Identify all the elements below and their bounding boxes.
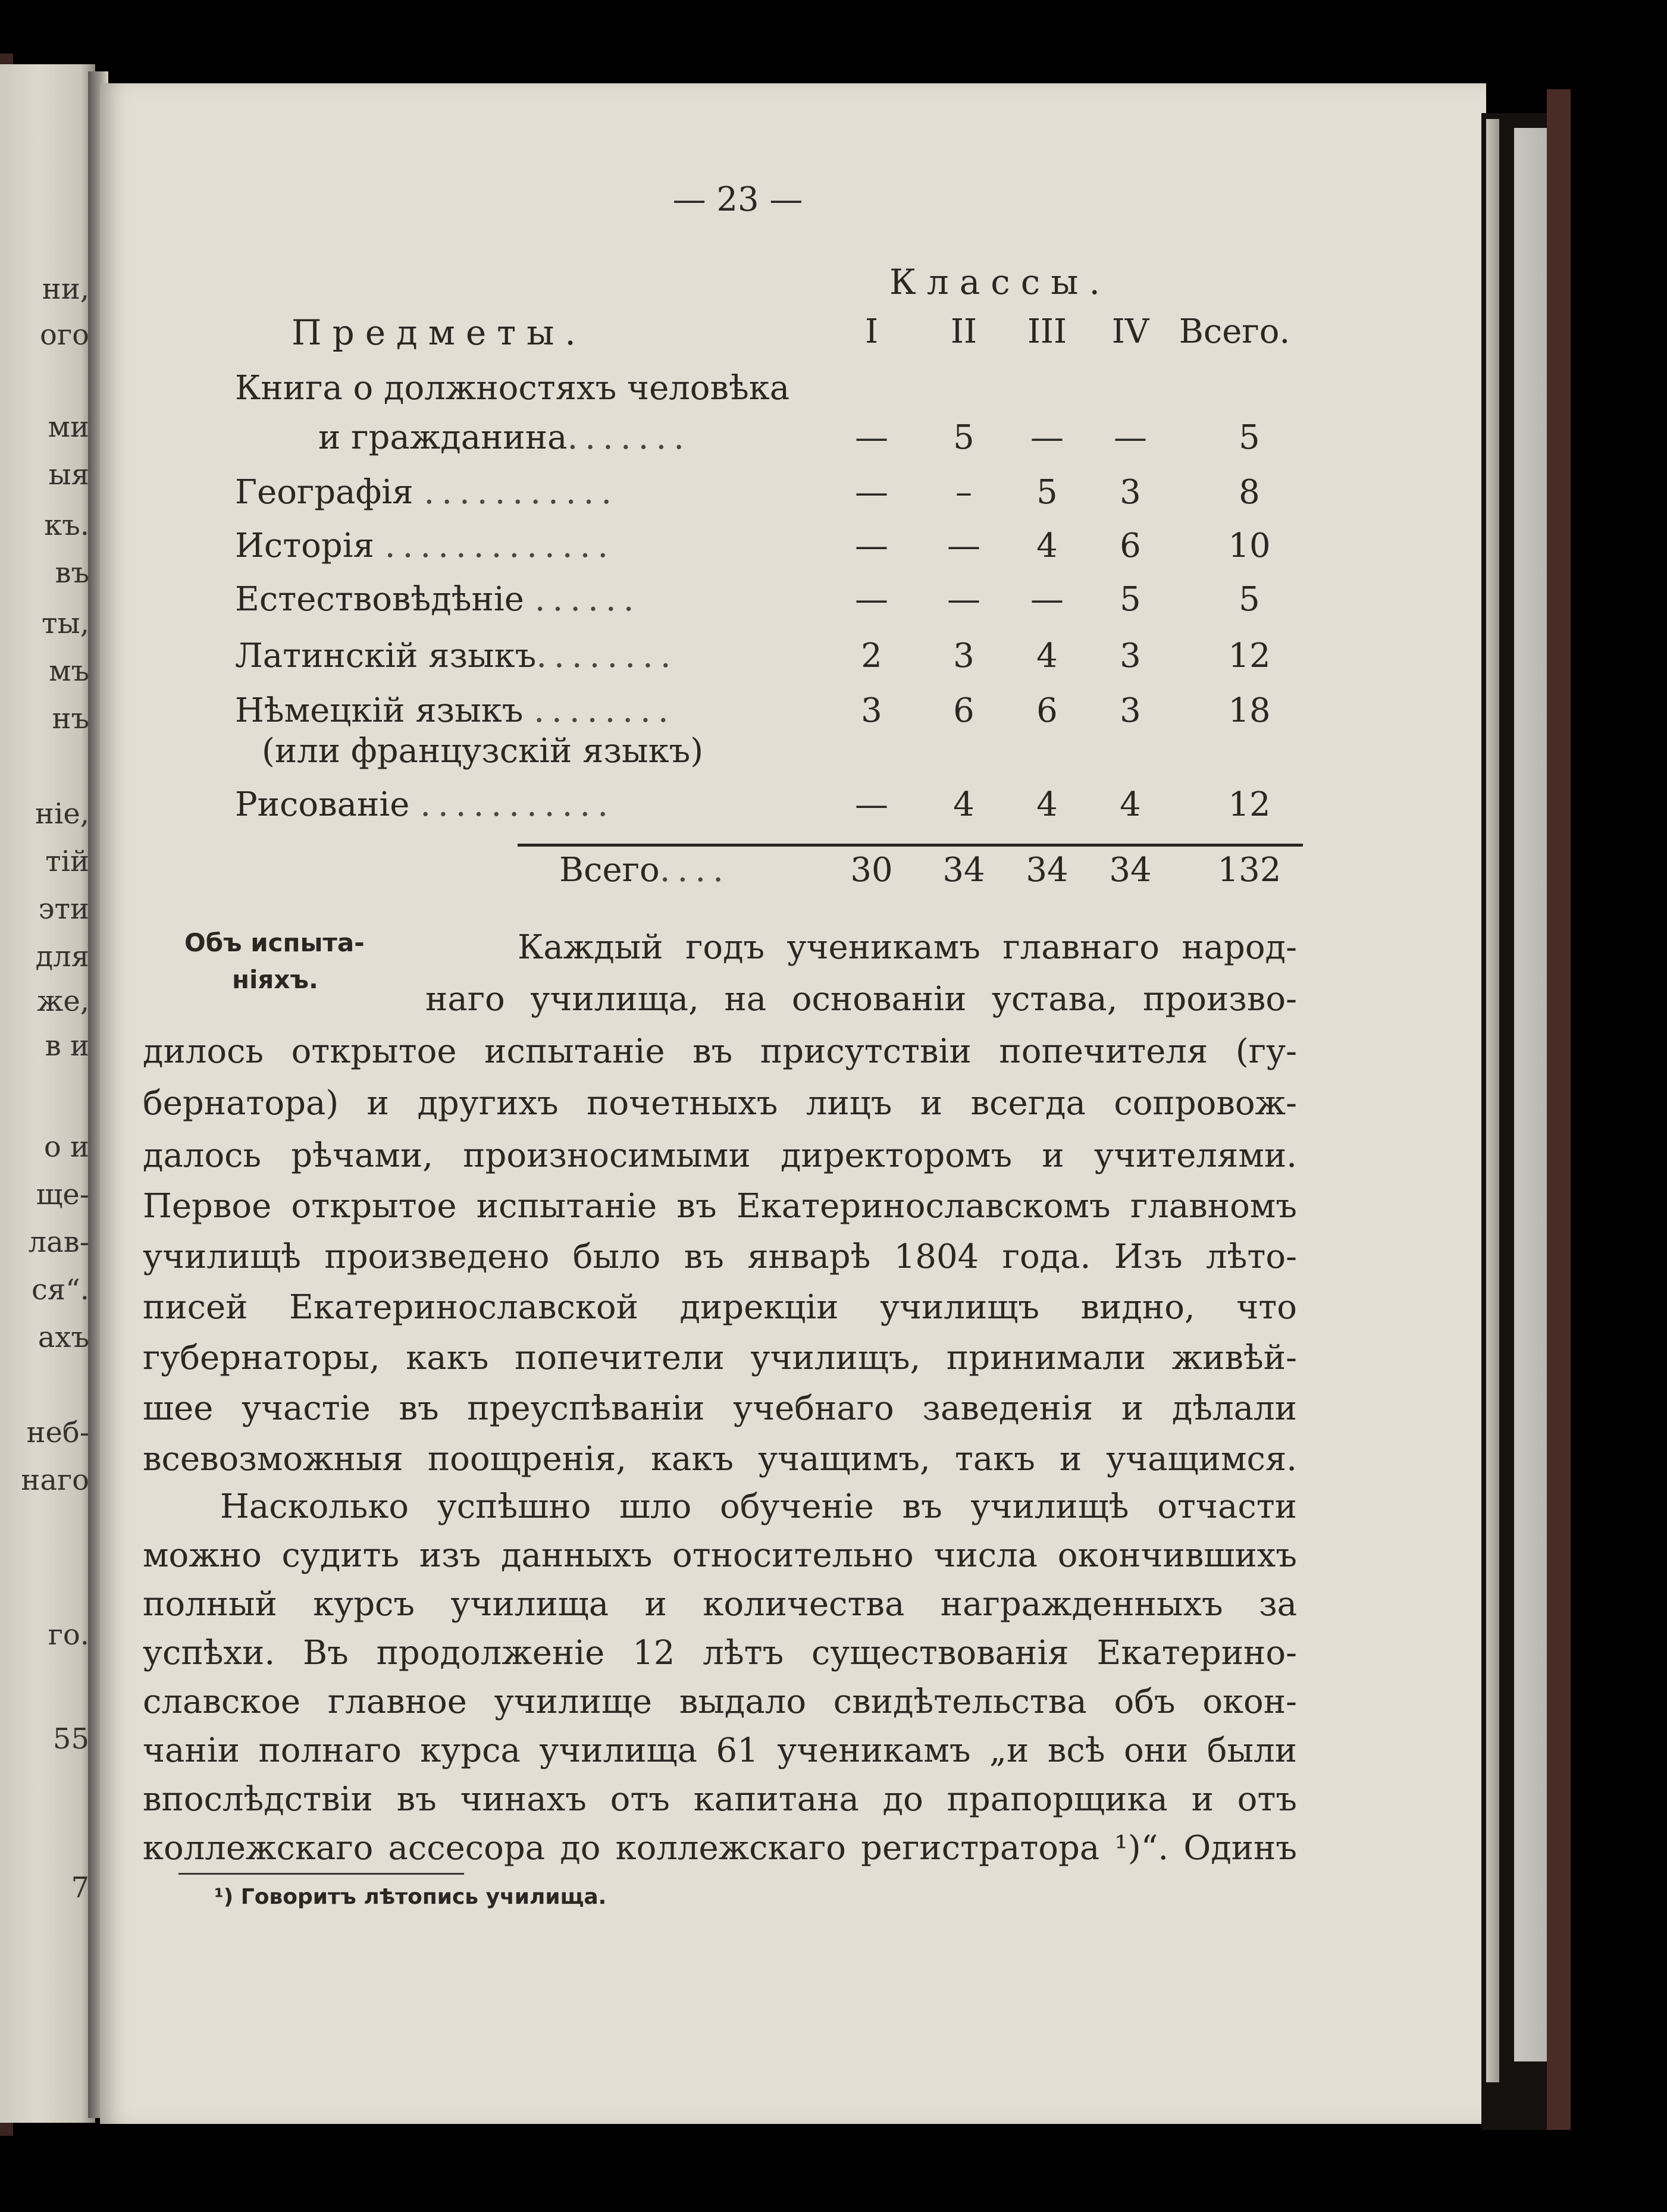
paragraph-line: Насколько успѣшно шло обученіе въ училищѣ отчасти: [220, 1487, 1297, 1526]
table-cell: 5: [953, 418, 974, 457]
table-cell: 3: [861, 691, 882, 730]
row-label: Рисованіе: [235, 785, 410, 824]
paragraph-line: славское главное училище выдало свидѣтельства объ окон-: [143, 1683, 1297, 1721]
table-cell: 6: [1120, 527, 1141, 565]
row-label: Исторія: [235, 527, 374, 565]
table-row-note: [262, 732, 797, 770]
table-row-name: [235, 691, 854, 730]
leader-dots: ........: [536, 637, 678, 675]
left-page-fragment: ще-: [36, 1178, 89, 1211]
col-header-3: III: [1027, 312, 1067, 351]
paragraph-line: всевозможныя поощренія, какъ учащимъ, такъ и учащимся.: [143, 1440, 1297, 1478]
left-page-fragment: ыя: [48, 458, 89, 491]
table-cell: 12: [1228, 637, 1271, 675]
leader-dots: ...........: [420, 785, 615, 824]
left-page-fragment: ого: [40, 318, 89, 352]
table-row-name: [235, 369, 854, 408]
table-cell: —: [855, 785, 888, 824]
left-page-fragment: 7: [71, 1871, 89, 1904]
table-cell: —: [855, 418, 888, 457]
paragraph-line: наго училища, на основаніи устава, произво-: [425, 980, 1297, 1019]
left-page-fragment: ніе,: [35, 797, 89, 831]
side-note-line: ніяхъ.: [232, 965, 318, 994]
paragraph-line: успѣхи. Въ продолженіе 12 лѣтъ существованія Екатерино-: [143, 1634, 1297, 1672]
left-page-fragment: ни,: [42, 272, 89, 306]
paragraph-line: Каждый годъ ученикамъ главнаго народ-: [518, 928, 1297, 967]
page-number: — 23 —: [672, 180, 803, 219]
left-page-fragment: наго: [21, 1464, 89, 1497]
table-cell: —: [947, 580, 980, 619]
leader-dots: .............: [384, 527, 616, 565]
table-cell: 4: [953, 785, 974, 824]
table-cell: 3: [1120, 473, 1141, 512]
left-page-fragment: нъ: [52, 702, 89, 735]
table-cell: 18: [1228, 691, 1271, 730]
left-page: [0, 64, 95, 2123]
paragraph-line: бернатора) и другихъ почетныхъ лицъ и всегда сопровож-: [143, 1084, 1297, 1123]
total-rule: [518, 844, 1303, 847]
table-cell: 12: [1228, 785, 1271, 824]
row-label: Нѣмецкій языкъ: [235, 691, 524, 730]
left-page-fragment: въ: [55, 556, 89, 590]
row-label: Латинскій языкъ: [235, 637, 537, 675]
paragraph-line: дилось открытое испытаніе въ присутствіи попечителя (гу-: [143, 1032, 1297, 1071]
table-header-classes: Классы.: [889, 262, 1111, 302]
table-cell: 3: [1120, 637, 1141, 675]
paragraph-line: Первое открытое испытаніе въ Екатеринославскомъ главномъ: [143, 1187, 1297, 1226]
table-total-cell: 34: [1109, 851, 1152, 889]
table-row-name: [235, 785, 854, 824]
table-cell: —: [1114, 418, 1147, 457]
left-page-fragment: эти: [38, 892, 89, 926]
paragraph-line: впослѣдствіи въ чинахъ отъ капитана до прапорщика и отъ: [143, 1780, 1297, 1819]
left-page-fragment: го.: [48, 1618, 89, 1652]
table-total-cell: 30: [850, 851, 893, 889]
table-cell: —: [1030, 418, 1064, 457]
table-cell: 4: [1120, 785, 1141, 824]
left-page-fragment: лав-: [28, 1226, 89, 1259]
left-page-fragment: о и: [43, 1130, 89, 1164]
leader-dots: .......: [567, 418, 692, 457]
table-row-name: [235, 527, 854, 565]
paragraph-line: училищѣ произведено было въ январѣ 1804 года. Изъ лѣто-: [143, 1237, 1297, 1276]
table-cell: 2: [861, 637, 882, 675]
left-page-fragment: же,: [37, 985, 89, 1018]
table-cell: 4: [1036, 785, 1058, 824]
col-header-total: Всего.: [1179, 312, 1290, 351]
paragraph-line: коллежскаго ассесора до коллежскаго регистратора ¹)“. Одинъ: [143, 1829, 1297, 1868]
table-total-cell: 34: [1026, 851, 1068, 889]
table-cell: 3: [1120, 691, 1141, 730]
table-row-name: [235, 473, 854, 512]
paragraph-line: далось рѣчами, произносимыми директоромъ и учителями.: [143, 1136, 1297, 1175]
right-board: [1514, 128, 1547, 2061]
table-cell: 6: [1036, 691, 1058, 730]
left-page-fragment: ми: [48, 411, 89, 444]
table-cell: 6: [953, 691, 974, 730]
table-total-cell: 132: [1217, 851, 1281, 889]
table-cell: 5: [1036, 473, 1058, 512]
leader-dots: ...........: [424, 473, 619, 512]
right-page-edges: [1486, 119, 1499, 2082]
table-cell: 8: [1239, 473, 1260, 512]
total-label: Всего: [559, 851, 660, 889]
table-cell: 10: [1228, 527, 1271, 565]
left-page-fragment: ся“.: [32, 1273, 89, 1306]
paragraph-line: губернаторы, какъ попечители училищъ, принимали живѣй-: [143, 1339, 1297, 1377]
left-page-fragment: мъ: [49, 654, 89, 688]
table-cell: 4: [1036, 527, 1058, 565]
left-page-fragment: неб-: [26, 1416, 89, 1449]
row-label: Книга о должностяхъ человѣка: [235, 369, 790, 408]
table-cell: –: [955, 473, 972, 512]
left-page-fragment: в и: [45, 1029, 89, 1063]
paragraph-line: полный курсъ училища и количества награжденныхъ за: [143, 1585, 1297, 1624]
row-label: Естествовѣдѣніе: [235, 580, 524, 619]
row-label-cont: и гражданина: [318, 418, 568, 457]
left-page-fragment: ты,: [41, 607, 89, 640]
leader-dots: ........: [534, 691, 676, 730]
table-row-name: [318, 418, 854, 457]
table-cell: —: [1030, 580, 1064, 619]
paragraph-line: писей Екатеринославской дирекціи училищъ видно, что: [143, 1288, 1297, 1327]
footnote-rule: [178, 1873, 464, 1875]
paragraph-line: чаніи полнаго курса училища 61 ученикамъ „и всѣ они были: [143, 1731, 1297, 1770]
table-cell: —: [855, 473, 888, 512]
table-cell: 5: [1120, 580, 1141, 619]
table-cell: —: [855, 580, 888, 619]
table-cell: 5: [1239, 580, 1260, 619]
left-page-fragment: тій: [45, 845, 89, 878]
table-row-name: [235, 580, 854, 619]
table-cell: —: [855, 527, 888, 565]
table-cell: 5: [1239, 418, 1260, 457]
paragraph-line: шее участіе въ преуспѣваніи учебнаго заведенія и дѣлали: [143, 1389, 1297, 1428]
table-total-cell: 34: [942, 851, 985, 889]
footnote: ¹) Говоритъ лѣтопись училища.: [214, 1885, 607, 1909]
col-header-1: I: [864, 312, 879, 351]
row-note: (или французскій языкъ): [262, 732, 704, 770]
leader-dots: ....: [659, 851, 731, 889]
paragraph-line: можно судить изъ данныхъ относительно числа окончившихъ: [143, 1536, 1297, 1575]
table-total-name: [559, 851, 851, 889]
col-header-4: IV: [1111, 312, 1149, 351]
left-page-fragment: 55: [52, 1722, 89, 1756]
table-header-subjects: Предметы.: [292, 312, 587, 353]
table-row-name: [235, 637, 854, 675]
left-page-fragment: къ.: [44, 509, 89, 542]
col-header-2: II: [950, 312, 977, 351]
side-note-line: Объ испыта-: [184, 928, 365, 957]
right-cover-edge: [1547, 89, 1571, 2130]
left-page-fragment: для: [35, 940, 89, 973]
table-cell: 3: [953, 637, 974, 675]
row-label: Географія: [235, 473, 413, 512]
left-page-fragment: ахъ: [37, 1321, 89, 1354]
leader-dots: ......: [534, 580, 641, 619]
table-cell: —: [947, 527, 980, 565]
table-cell: 4: [1036, 637, 1058, 675]
